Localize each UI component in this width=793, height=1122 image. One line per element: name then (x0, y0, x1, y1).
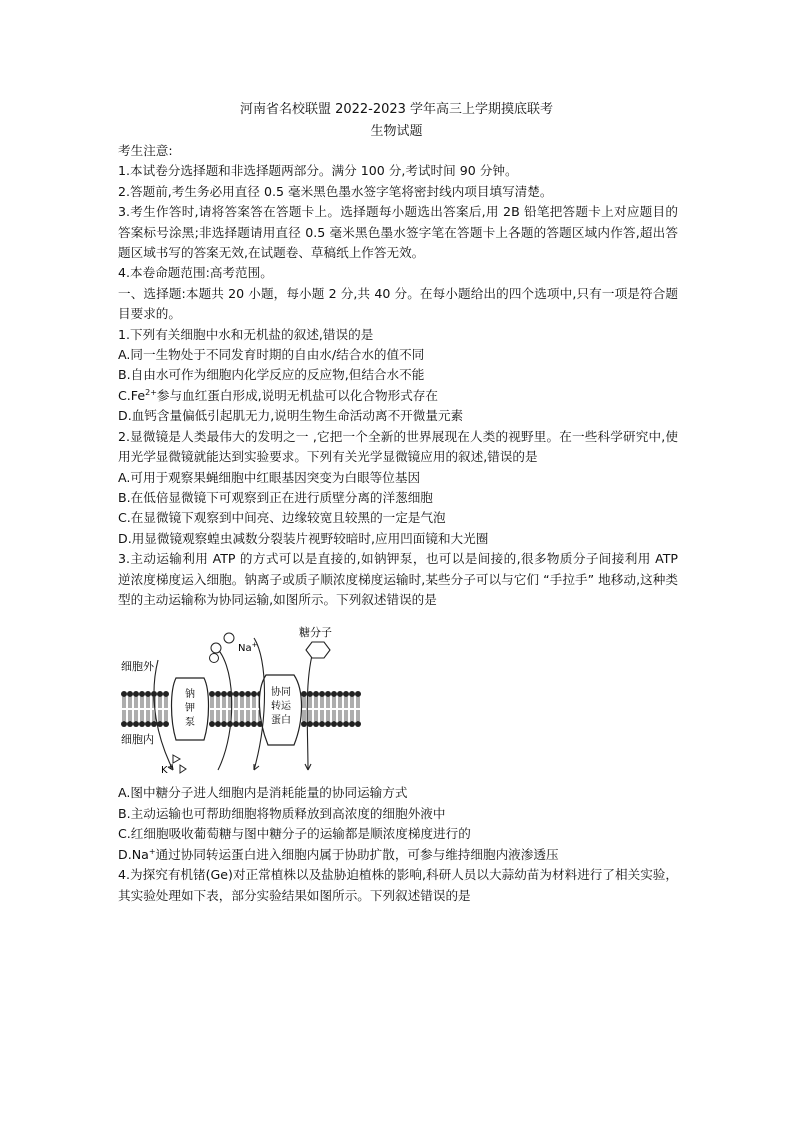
question-1-option-a: A.同一生物处于不同发育时期的自由水/结合水的值不同 (118, 347, 425, 363)
question-2-option-c: C.在显微镜下观察到中间亮、边缘较宽且较黑的一定是气泡 (118, 510, 446, 526)
question-1-option-c (118, 386, 678, 406)
option-d-text: 通过协同转运蛋白进入细胞内属于协助扩散，可参与维持细胞内液渗透压 (155, 846, 559, 862)
potassium-ions (173, 755, 186, 773)
question-3-option-c: C.红细胞吸收葡萄糖与图中糖分子的运输都是顺浓度梯度进行的 (118, 826, 471, 842)
sugar-molecule (306, 642, 330, 658)
notice-heading: 考生注意: (118, 143, 173, 158)
question-2-option-b: B.在低倍显微镜下可观察到正在进行质壁分离的洋葱细胞 (118, 489, 433, 505)
question-3-stem: 3.主动运输利用 ATP 的方式可以是直接的,如钠钾泵，也可以是间接的,很多物质分子间接利用 ATP 逆浓度梯度运入细胞。钠离子或质子顺浓度梯度运输时,某些分子可以与它们 “手拉手” 地移动,这种类型的主动运输称为协同运输,如图所示。下列叙述错误的是 (118, 551, 678, 607)
membrane-transport-figure (118, 620, 368, 780)
cotransporter-label-3: 蛋白 (271, 715, 291, 726)
inside-label: 细胞内 (121, 733, 154, 746)
pump-label-3: 泵 (185, 717, 195, 728)
question-3-option-b: B.主动运输也可帮助细胞将物质释放到高浓度的细胞外液中 (118, 805, 446, 821)
question-2-option-a: A.可用于观察果蝇细胞中红眼基因突变为白眼等位基因 (118, 469, 421, 485)
lipid-tails (123, 697, 359, 721)
sodium-label: Na+ (238, 641, 258, 654)
sugar-label: 糖分子 (299, 626, 332, 639)
cotransporter-label-1: 协同 (271, 687, 291, 698)
outside-label: 细胞外 (121, 660, 154, 673)
exam-body (118, 141, 678, 610)
question-4-stem: 4.为探究有机锗(Ge)对正常植株以及盐胁迫植株的影响,科研人员以大蒜幼苗为材料进行了相关实验，其实验处理如下表，部分实验结果如图所示。下列叙述错误的是 (118, 867, 678, 903)
section-intro: 一、选择题:本题共 20 小题，每小题 2 分,共 40 分。在每小题给出的四个选项中,只有一项是符合题目要求的。 (118, 285, 678, 322)
question-2-option-d: D.用显微镜观察蝗虫减数分裂装片视野较暗时,应用凹面镜和大光圈 (118, 530, 489, 546)
notice-item-1: 1.本试卷分选择题和非选择题两部分。满分 100 分,考试时间 90 分钟。 (118, 163, 518, 179)
na-charge: + (148, 846, 156, 856)
sodium-ions (210, 633, 235, 663)
exam-subject: 生物试题 (370, 124, 423, 139)
question-3-option-d (118, 845, 678, 866)
question-1-option-b: B.自由水可作为细胞内化学反应的反应物,但结合水不能 (118, 367, 425, 383)
option-c-prefix: C.Fe (118, 387, 146, 403)
potassium-label: K+ (161, 763, 174, 776)
notice-item-2: 2.答题前,考生务必用直径 0.5 毫米黑色墨水签字笔将密封线内项目填写清楚。 (118, 183, 553, 199)
notice-item-4: 4.本卷命题范围:高考范围。 (118, 265, 273, 281)
question-2-stem: 2.显微镜是人类最伟大的发明之一 ,它把一个全新的世界展现在人类的视野里。在一些科学研究中,使用光学显微镜就能达到实验要求。下列有关光学显微镜应用的叙述,错误的是 (118, 428, 678, 465)
fe-charge: 2+ (145, 387, 157, 397)
pump-label-2: 钾 (185, 703, 195, 714)
cotransporter-label-2: 转运 (271, 701, 291, 712)
option-c-text: 参与血红蛋白形成,说明无机盐可以化合物形式存在 (156, 387, 438, 403)
exam-title: 河南省名校联盟 2022-2023 学年高三上学期摸底联考 (239, 102, 554, 117)
option-d-prefix: D.Na (118, 846, 149, 862)
notice-item-3: 3.考生作答时,请将答案答在答题卡上。选择题每小题选出答案后,用 2B 铅笔把答题卡上对应题目的答案标号涂黑;非选择题请用直径 0.5 毫米黑色墨水签字笔在答题卡上各题的答题区域内作答,超出答题区域书写的答案无效,在试题卷、草稿纸上作答无效。 (118, 204, 678, 261)
pump-label-1: 钠 (185, 689, 195, 700)
cotransporter-protein (259, 675, 301, 745)
question-1-stem: 1.下列有关细胞中水和无机盐的叙述,错误的是 (118, 326, 374, 342)
question-3-option-a: A.图中糖分子进人细胞内是消耗能量的协同运输方式 (118, 785, 408, 800)
question-1-option-d: D.血钙含量偏低引起肌无力,说明生物生命活动离不开微量元素 (118, 408, 464, 424)
question-3-options (118, 783, 678, 907)
sodium-potassium-pump (172, 678, 209, 740)
